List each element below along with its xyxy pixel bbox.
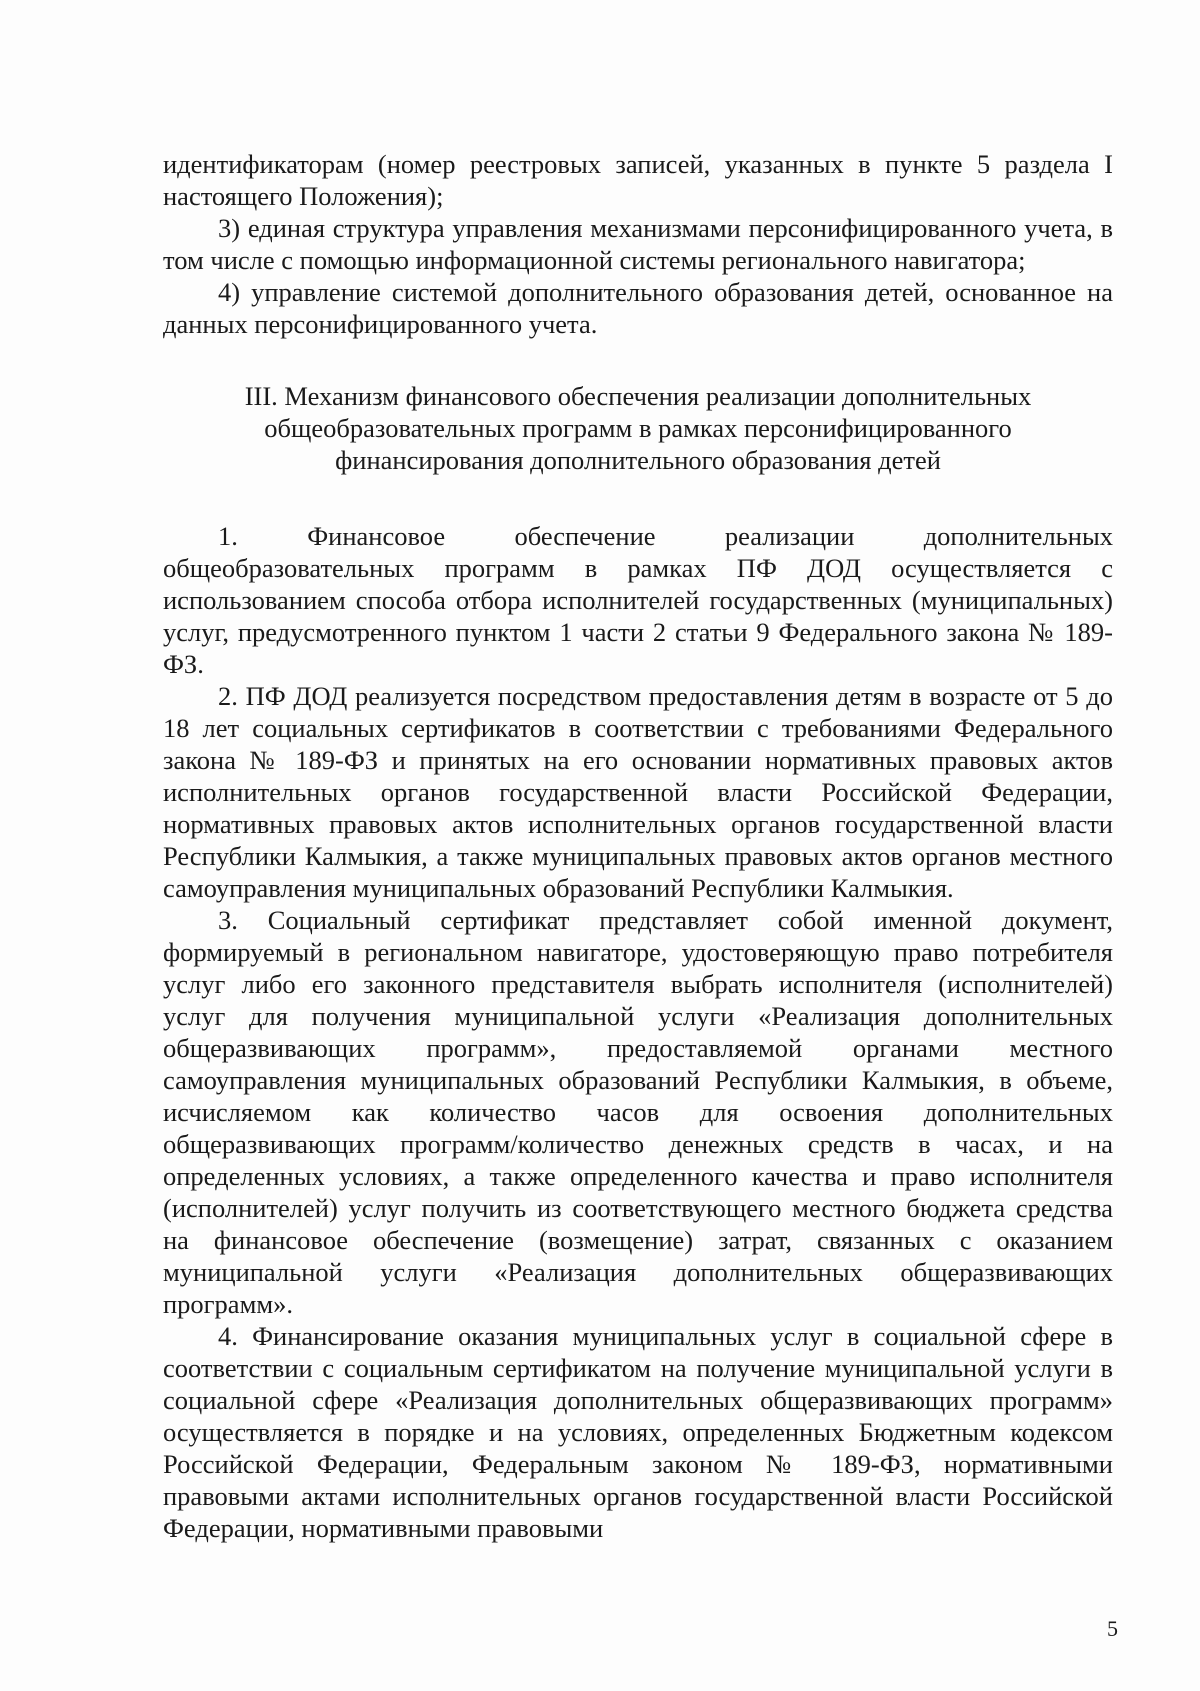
paragraph-continuation: идентификаторам (номер реестровых записей, указанных в пункте 5 раздела I настоящего Положения); [163, 149, 1113, 211]
clause-2: 2. ПФ ДОД реализуется посредством предоставления детям в возрасте от 5 до 18 лет социальных сертификатов в соответствии с требованиями Федерального закона № 189-ФЗ и принятых на его основании нормативных правовых актов исполнительных органов государственной власти Российской Федерации, нормативных правовых актов исполнительных органов государственной власти Республики Калмыкия, а также муниципальных правовых актов органов местного самоуправления муниципальных образований Республики Калмыкия. [163, 681, 1113, 903]
clause-3: 3. Социальный сертификат представляет собой именной документ, формируемый в региональном навигаторе, удостоверяющую право потребителя услуг либо его законного представителя выбрать исполнителя (исполнителей) услуг для получения муниципальной услуги «Реализация дополнительных общеразвивающих программ», предоставляемой органами местного самоуправления муниципальных образований Республики Калмыкия, в объеме, исчисляемом как количество часов для освоения дополнительных общеразвивающих программ/количество денежных средств в часах, и на определенных условиях, а также определенного качества и право исполнителя (исполнителей) услуг получить из соответствующего местного бюджета средства на финансовое обеспечение (возмещение) затрат, связанных с оказанием муниципальной услуги «Реализация дополнительных общеразвивающих программ». [163, 905, 1113, 1319]
page-number: 5 [1107, 1616, 1118, 1641]
heading-line-1: III. Механизм финансового обеспечения реализации дополнительных [244, 381, 1032, 411]
section-heading [163, 380, 1113, 476]
list-item-4: 4) управление системой дополнительного образования детей, основанное на данных персонифицированного учета. [163, 277, 1113, 339]
document-body [163, 148, 1113, 1544]
heading-line-3: финансирования дополнительного образования детей [335, 445, 941, 475]
list-item-3: 3) единая структура управления механизмами персонифицированного учета, в том числе с помощью информационной системы регионального навигатора; [163, 213, 1113, 275]
clause-4: 4. Финансирование оказания муниципальных услуг в социальной сфере в соответствии с социальным сертификатом на получение муниципальной услуги в социальной сфере «Реализация дополнительных общеразвивающих программ» осуществляется в порядке и на условиях, определенных Бюджетным кодексом Российской Федерации, Федеральным законом № 189-ФЗ, нормативными правовыми актами исполнительных органов государственной власти Российской Федерации, нормативными правовыми [163, 1321, 1113, 1543]
heading-line-2: общеобразовательных программ в рамках персонифицированного [264, 413, 1012, 443]
clause-1: 1. Финансовое обеспечение реализации дополнительных общеобразовательных программ в рамках ПФ ДОД осуществляется с использованием способа отбора исполнителей государственных (муниципальных) услуг, предусмотренного пунктом 1 части 2 статьи 9 Федерального закона № 189-ФЗ. [163, 521, 1113, 679]
